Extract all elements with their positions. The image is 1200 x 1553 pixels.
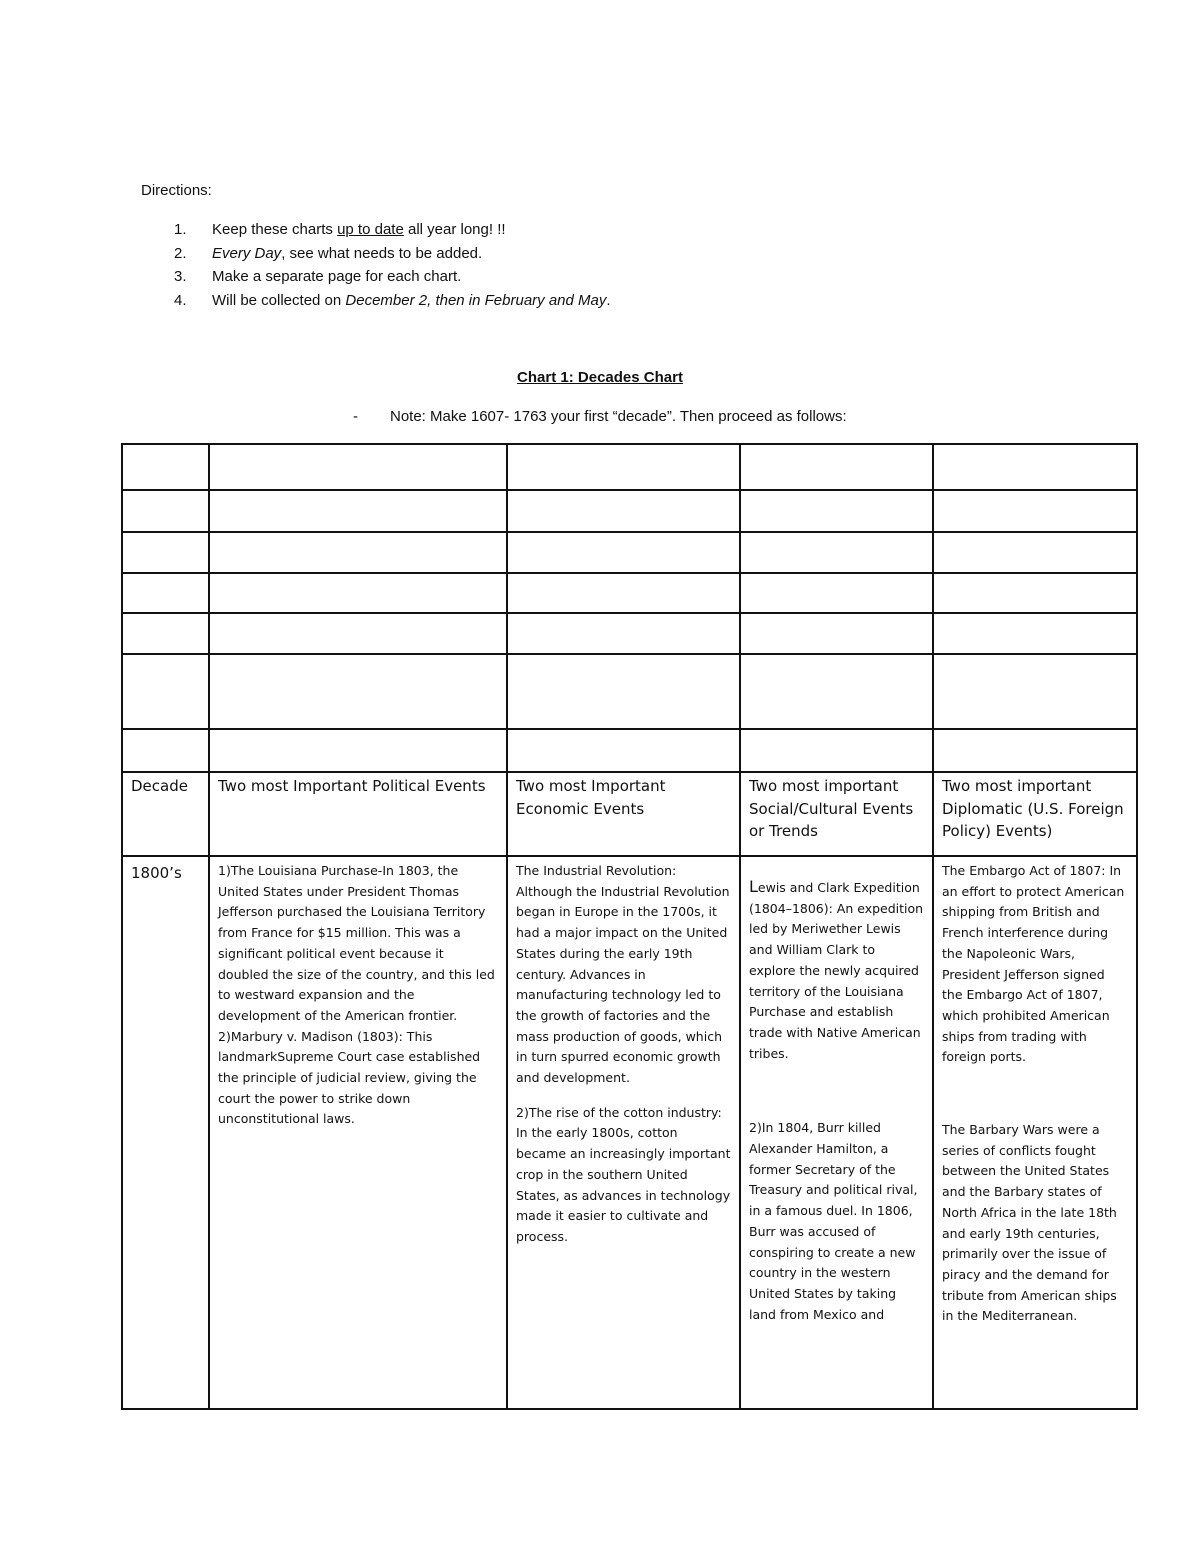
empty-cell[interactable] (740, 532, 933, 573)
cell-paragraph: 2)The rise of the cotton industry: In the early 1800s, cotton became an increasingly important crop in the southern United States, as advances in technology made it easier to cultivate and process. (516, 1104, 731, 1244)
empty-cell[interactable] (122, 532, 209, 573)
empty-cell[interactable] (209, 573, 507, 613)
empty-cell[interactable] (209, 729, 507, 772)
empty-row (122, 729, 1137, 772)
cell-paragraph: Lewis and Clark Expedition (1804–1806): An expedition led by Meriwether Lewis and William Clark to explore the newly acquired territory of the Louisiana Purchase and establish trade with Native American tribes. (749, 877, 924, 1061)
empty-cell[interactable] (122, 654, 209, 729)
header-social: Two most important Social/Cultural Events or Trends (740, 772, 933, 856)
italic-text: December 2, then in February and May (345, 291, 607, 309)
header-political: Two most Important Political Events (209, 772, 507, 856)
empty-cell[interactable] (507, 613, 740, 654)
empty-cell[interactable] (209, 613, 507, 654)
empty-cell[interactable] (122, 444, 209, 490)
list-number: 3. (174, 268, 187, 285)
empty-row (122, 532, 1137, 573)
empty-cell[interactable] (209, 490, 507, 532)
empty-cell[interactable] (933, 532, 1137, 573)
empty-cell[interactable] (740, 613, 933, 654)
empty-cell[interactable] (740, 729, 933, 772)
empty-cell[interactable] (933, 729, 1137, 772)
decades-table (121, 443, 1138, 1410)
directions-text: Every Day, see what needs to be added. (212, 244, 483, 262)
empty-row (122, 444, 1137, 490)
economic-cell (507, 856, 740, 1409)
italic-text: Every Day (212, 244, 282, 262)
header-row (122, 772, 1137, 856)
empty-cell[interactable] (122, 573, 209, 613)
empty-cell[interactable] (507, 444, 740, 490)
header-decade: Decade (122, 772, 209, 856)
drop-letter: L (749, 877, 758, 896)
empty-row (122, 654, 1137, 729)
empty-cell[interactable] (740, 573, 933, 613)
empty-cell[interactable] (122, 613, 209, 654)
social-cell (740, 856, 933, 1409)
empty-cell[interactable] (507, 654, 740, 729)
table-row (122, 856, 1137, 1409)
directions-text: Will be collected on December 2, then in February and May. (212, 291, 611, 309)
cell-paragraph: 1)The Louisiana Purchase-In 1803, the United States under President Thomas Jefferson purchased the Louisiana Territory from France for $15 million. This was a significant political event because it doubled the size of the country, and this led to westward expansion and the development of the American frontier. (218, 863, 495, 1023)
diplomatic-cell (933, 856, 1137, 1409)
empty-cell[interactable] (122, 490, 209, 532)
empty-cell[interactable] (507, 532, 740, 573)
empty-row (122, 490, 1137, 532)
empty-cell[interactable] (507, 490, 740, 532)
cell-paragraph: 2)Marbury v. Madison (1803): This landmarkSupreme Court case established the principle of judicial review, giving the court the power to strike down unconstitutional laws. (218, 1028, 481, 1127)
cell-paragraph: The Industrial Revolution: Although the Industrial Revolution began in Europe in the 1700s, it had a major impact on the United States during the early 19th century. Advances in manufacturing technology led to the growth of factories and the mass production of goods, which in turn spurred economic growth and development. (516, 863, 730, 1086)
directions-text: Keep these charts up to date all year long! !! (212, 221, 506, 238)
header-diplomatic: Two most important Diplomatic (U.S. Foreign Policy) Events) (933, 772, 1137, 856)
list-number: 4. (174, 291, 187, 309)
empty-cell[interactable] (933, 613, 1137, 654)
list-number: 1. (174, 221, 187, 238)
underlined-text: up to date (337, 221, 404, 238)
empty-cell[interactable] (933, 490, 1137, 532)
directions-label: Directions: (141, 182, 212, 199)
empty-row (122, 573, 1137, 613)
empty-cell[interactable] (122, 729, 209, 772)
empty-cell[interactable] (933, 444, 1137, 490)
directions-text: Make a separate page for each chart. (212, 268, 462, 285)
empty-cell[interactable] (507, 729, 740, 772)
cell-paragraph: 2)In 1804, Burr killed Alexander Hamilton, a former Secretary of the Treasury and political rival, in a famous duel. In 1806, Burr was accused of conspiring to create a new country in the western United States by taking land from Mexico and (749, 1120, 918, 1322)
decade-cell: 1800’s (122, 856, 209, 1409)
empty-cell[interactable] (933, 573, 1137, 613)
empty-cell[interactable] (209, 654, 507, 729)
empty-cell[interactable] (507, 573, 740, 613)
cell-paragraph: The Embargo Act of 1807: In an effort to protect American shipping from British and French interference during the Napoleonic Wars, President Jefferson signed the Embargo Act of 1807, which prohibited American ships from trading with foreign ports. (942, 863, 1125, 1065)
empty-cell[interactable] (740, 444, 933, 490)
political-cell (209, 856, 507, 1409)
empty-cell[interactable] (209, 532, 507, 573)
empty-row (122, 613, 1137, 654)
header-economic: Two most Important Economic Events (507, 772, 740, 856)
chart-title: Chart 1: Decades Chart (517, 369, 683, 386)
empty-cell[interactable] (933, 654, 1137, 729)
list-number: 2. (174, 244, 187, 262)
note-bullet: - (353, 408, 358, 425)
cell-paragraph: The Barbary Wars were a series of conflicts fought between the United States and the Barbary states of North Africa in the late 18th and early 19th centuries, primarily over the issue of piracy and the demand for tribute from American ships in the Mediterranean. (942, 1122, 1117, 1324)
empty-cell[interactable] (740, 654, 933, 729)
empty-cell[interactable] (209, 444, 507, 490)
empty-cell[interactable] (740, 490, 933, 532)
note-text: Note: Make 1607- 1763 your first “decade”. Then proceed as follows: (390, 408, 847, 425)
